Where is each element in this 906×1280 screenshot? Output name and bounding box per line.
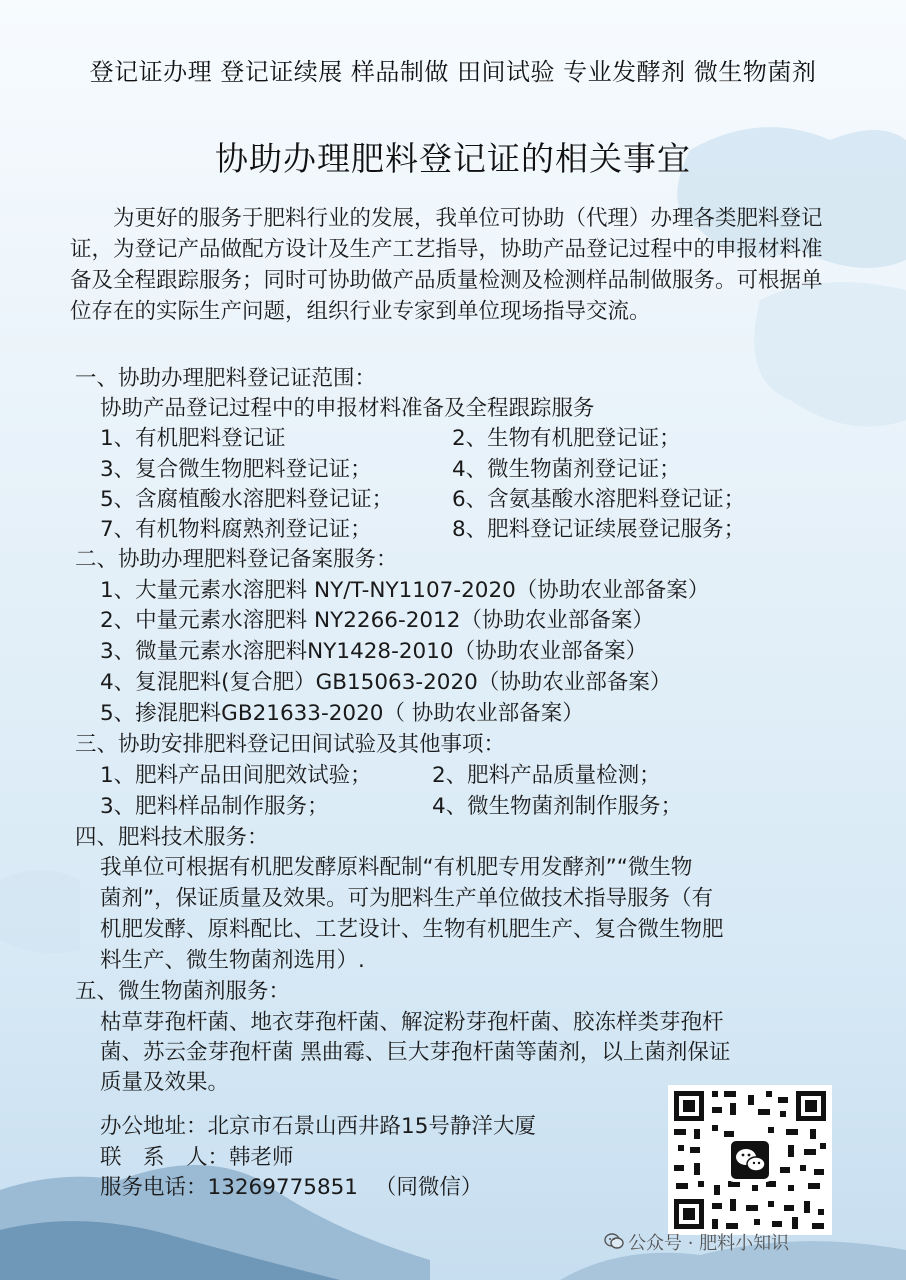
paragraph-line: 我单位可根据有机肥发酵原料配制“有机肥专用发酵剂”“微生物 <box>100 855 693 880</box>
watermark: 公众号 · 肥料小知识 <box>628 1233 790 1254</box>
list-item: 5、含腐植酸水溶肥料登记证； <box>100 487 394 512</box>
contact-person-row <box>100 1143 294 1173</box>
list-item: 4、微生物菌剂制作服务； <box>432 794 683 819</box>
list-item: 1、大量元素水溶肥料 NY/T-NY1107-2020（协助农业部备案） <box>100 578 710 603</box>
section-1-heading: 一、协助办理肥料登记证范围： <box>75 366 377 391</box>
list-item: 3、肥料样品制作服务； <box>100 794 329 819</box>
section-5-heading: 五、微生物菌剂服务： <box>75 979 291 1004</box>
address-value: 北京市石景山西井路15号静洋大厦 <box>207 1114 536 1139</box>
phone-label: 服务电话： <box>100 1175 208 1200</box>
section-1-subtitle: 协助产品登记过程中的申报材料准备及全程跟踪服务 <box>100 396 595 421</box>
phone-row <box>100 1173 482 1203</box>
tagline: 登记证办理 登记证续展 样品制做 田间试验 专业发酵剂 微生物菌剂 <box>89 58 817 86</box>
intro-paragraph: 为更好的服务于肥料行业的发展，我单位可协助（代理）办理各类肥料登记证，为登记产品做配方设计及生产工艺指导，协助产品登记过程中的申报材料准备及全程跟踪服务；同时可协助做产品质量检测及检测样品制做服务。可根据单位存在的实际生产问题，组织行业专家到单位现场指导交流。 <box>70 206 823 324</box>
list-item: 2、中量元素水溶肥料 NY2266-2012（协助农业部备案） <box>100 608 654 633</box>
paragraph-line: 质量及效果。 <box>100 1070 230 1095</box>
wechat-icon <box>604 1232 624 1250</box>
list-item: 4、微生物菌剂登记证； <box>452 457 681 482</box>
section-2-heading: 二、协助办理肥料登记备案服务： <box>75 547 398 572</box>
list-item: 1、有机肥料登记证 <box>100 426 286 451</box>
section-3-heading: 三、协助安排肥料登记田间试验及其他事项： <box>75 732 506 757</box>
list-item: 8、肥料登记证续展登记服务； <box>452 517 746 542</box>
list-item: 6、含氨基酸水溶肥料登记证； <box>452 487 746 512</box>
list-item: 3、复合微生物肥料登记证； <box>100 457 372 482</box>
paragraph-line: 枯草芽孢杆菌、地衣芽孢杆菌、解淀粉芽孢杆菌、胶冻样类芽孢杆 <box>100 1010 724 1035</box>
phone-note: （同微信） <box>374 1175 483 1200</box>
list-item: 5、掺混肥料GB21633-2020（ 协助农业部备案） <box>100 701 584 726</box>
list-item: 7、有机物料腐熟剂登记证； <box>100 517 372 542</box>
address-label: 办公地址： <box>100 1114 208 1139</box>
list-item: 2、肥料产品质量检测； <box>432 763 661 788</box>
paragraph-line: 机肥发酵、原料配比、工艺设计、生物有机肥生产、复合微生物肥 <box>100 917 724 942</box>
list-item: 2、生物有机肥登记证； <box>452 426 681 451</box>
contact-person-value: 韩老师 <box>229 1145 294 1170</box>
page-title: 协助办理肥料登记证的相关事宜 <box>215 139 691 178</box>
paragraph-line: 料生产、微生物菌剂选用）. <box>100 948 365 973</box>
address-row <box>100 1112 536 1142</box>
paragraph-line: 菌、苏云金芽孢杆菌 黑曲霉、巨大芽孢杆菌等菌剂，以上菌剂保证 <box>100 1040 731 1065</box>
phone-value: 13269775851 <box>207 1175 358 1200</box>
contact-person-label: 联 系 人： <box>100 1145 230 1170</box>
wechat-icon <box>728 1138 772 1182</box>
paragraph-line: 菌剂”，保证质量及效果。可为肥料生产单位做技术指导服务（有 <box>100 886 714 911</box>
qr-code-icon <box>668 1085 832 1235</box>
section-4-heading: 四、肥料技术服务： <box>75 825 269 850</box>
list-item: 1、肥料产品田间肥效试验； <box>100 763 372 788</box>
list-item: 3、微量元素水溶肥料NY1428-2010（协助农业部备案） <box>100 639 648 664</box>
list-item: 4、复混肥料(复合肥）GB15063-2020（协助农业部备案） <box>100 670 672 695</box>
